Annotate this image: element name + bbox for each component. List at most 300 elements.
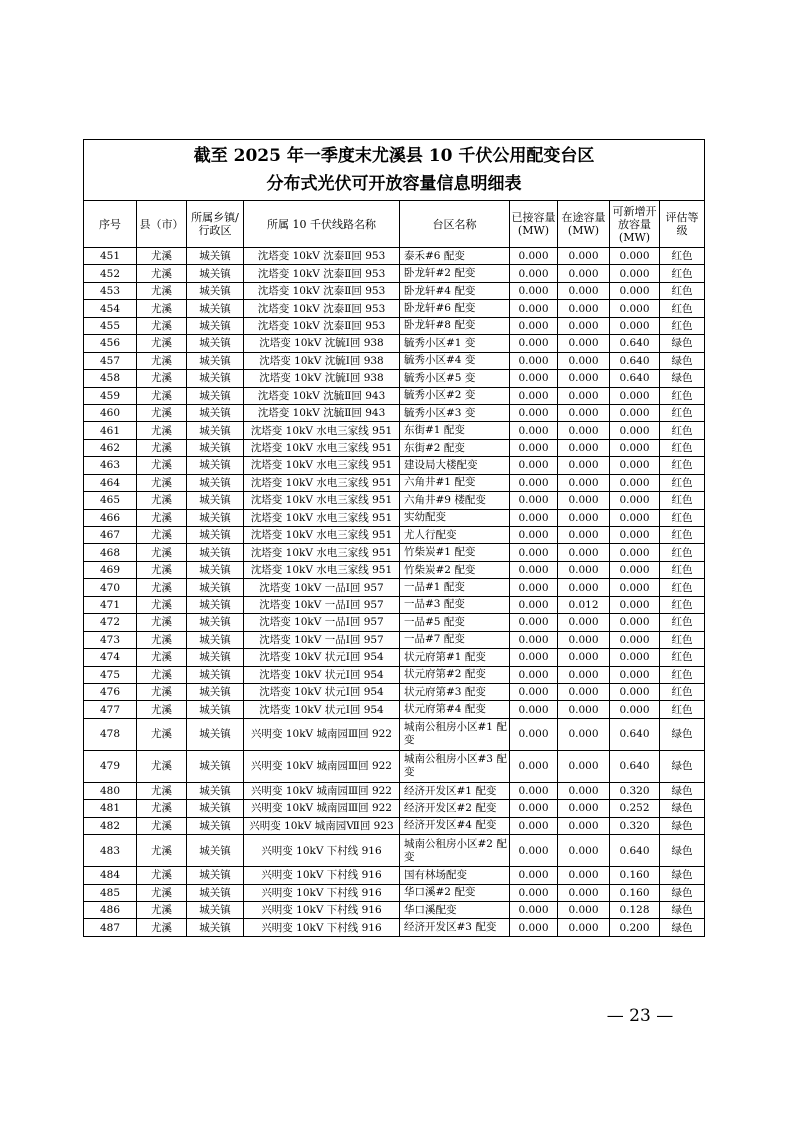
table-row [84, 404, 705, 421]
cell-seq: 463 [84, 457, 137, 474]
cell-town: 城关镇 [187, 782, 244, 799]
cell-seq: 473 [84, 631, 137, 648]
table-row [84, 718, 705, 750]
cell-seq: 466 [84, 509, 137, 526]
cell-seq: 462 [84, 439, 137, 456]
cell-line: 沈塔变 10kV 水电三家线 951 [244, 544, 400, 561]
table-row [84, 457, 705, 474]
table-row [84, 800, 705, 817]
cell-pending: 0.000 [558, 282, 610, 299]
cell-grade: 绿色 [660, 750, 705, 782]
cell-pending: 0.000 [558, 683, 610, 700]
cell-area: 卧龙轩#4 配变 [400, 282, 510, 299]
cell-area: 六角井#9 楼配变 [400, 492, 510, 509]
cell-grade: 红色 [660, 509, 705, 526]
cell-line: 沈塔变 10kV 水电三家线 951 [244, 509, 400, 526]
cell-seq: 475 [84, 666, 137, 683]
cell-area: 城南公租房小区#2 配变 [400, 835, 510, 867]
cell-available: 0.640 [610, 835, 660, 867]
table-row [84, 817, 705, 834]
table-row [84, 474, 705, 491]
cell-pending: 0.000 [558, 579, 610, 596]
cell-town: 城关镇 [187, 902, 244, 919]
cell-seq: 480 [84, 782, 137, 799]
cell-town: 城关镇 [187, 614, 244, 631]
cell-available: 0.000 [610, 492, 660, 509]
cell-line: 沈塔变 10kV 水电三家线 951 [244, 474, 400, 491]
cell-pending: 0.000 [558, 800, 610, 817]
cell-grade: 绿色 [660, 370, 705, 387]
header-pending: 在途容量(MW) [558, 201, 610, 248]
cell-line: 沈塔变 10kV 沈毓Ⅰ回 938 [244, 352, 400, 369]
cell-county: 尤溪 [137, 527, 187, 544]
cell-town: 城关镇 [187, 352, 244, 369]
cell-town: 城关镇 [187, 718, 244, 750]
cell-grade: 红色 [660, 649, 705, 666]
cell-line: 沈塔变 10kV 一品Ⅰ回 957 [244, 631, 400, 648]
cell-seq: 461 [84, 422, 137, 439]
cell-county: 尤溪 [137, 701, 187, 718]
cell-county: 尤溪 [137, 335, 187, 352]
cell-available: 0.000 [610, 614, 660, 631]
cell-connected: 0.000 [510, 561, 558, 578]
cell-connected: 0.000 [510, 544, 558, 561]
cell-county: 尤溪 [137, 649, 187, 666]
cell-connected: 0.000 [510, 317, 558, 334]
cell-line: 兴明变 10kV 城南园Ⅲ回 922 [244, 782, 400, 799]
cell-connected: 0.000 [510, 683, 558, 700]
cell-connected: 0.000 [510, 300, 558, 317]
cell-grade: 红色 [660, 701, 705, 718]
cell-line: 沈塔变 10kV 沈泰Ⅱ回 953 [244, 265, 400, 282]
table-row [84, 782, 705, 799]
table-row [84, 614, 705, 631]
cell-town: 城关镇 [187, 248, 244, 265]
cell-county: 尤溪 [137, 439, 187, 456]
cell-pending: 0.000 [558, 666, 610, 683]
cell-town: 城关镇 [187, 474, 244, 491]
cell-line: 沈塔变 10kV 一品Ⅰ回 957 [244, 614, 400, 631]
table-row [84, 835, 705, 867]
cell-line: 沈塔变 10kV 沈泰Ⅱ回 953 [244, 317, 400, 334]
cell-seq: 483 [84, 835, 137, 867]
cell-line: 沈塔变 10kV 沈毓Ⅰ回 938 [244, 370, 400, 387]
cell-town: 城关镇 [187, 422, 244, 439]
cell-town: 城关镇 [187, 884, 244, 901]
cell-available: 0.000 [610, 317, 660, 334]
cell-available: 0.640 [610, 370, 660, 387]
cell-area: 状元府第#3 配变 [400, 683, 510, 700]
table-row [84, 248, 705, 265]
cell-seq: 481 [84, 800, 137, 817]
cell-grade: 红色 [660, 492, 705, 509]
cell-area: 建设局大楼配变 [400, 457, 510, 474]
table-row [84, 596, 705, 613]
cell-pending: 0.000 [558, 439, 610, 456]
cell-available: 0.000 [610, 248, 660, 265]
cell-area: 毓秀小区#5 变 [400, 370, 510, 387]
cell-town: 城关镇 [187, 492, 244, 509]
cell-area: 经济开发区#4 配变 [400, 817, 510, 834]
cell-seq: 478 [84, 718, 137, 750]
cell-county: 尤溪 [137, 457, 187, 474]
cell-line: 沈塔变 10kV 状元Ⅰ回 954 [244, 649, 400, 666]
cell-line: 沈塔变 10kV 沈毓Ⅰ回 938 [244, 335, 400, 352]
cell-grade: 红色 [660, 265, 705, 282]
cell-seq: 487 [84, 919, 137, 936]
cell-county: 尤溪 [137, 561, 187, 578]
cell-pending: 0.000 [558, 919, 610, 936]
cell-connected: 0.000 [510, 701, 558, 718]
table-row [84, 631, 705, 648]
cell-available: 0.000 [610, 474, 660, 491]
cell-line: 兴明变 10kV 城南园Ⅲ回 922 [244, 750, 400, 782]
cell-county: 尤溪 [137, 835, 187, 867]
cell-grade: 红色 [660, 457, 705, 474]
table-row [84, 265, 705, 282]
table-row [84, 387, 705, 404]
cell-county: 尤溪 [137, 666, 187, 683]
cell-connected: 0.000 [510, 884, 558, 901]
cell-pending: 0.000 [558, 265, 610, 282]
cell-pending: 0.000 [558, 300, 610, 317]
cell-pending: 0.000 [558, 387, 610, 404]
cell-pending: 0.000 [558, 649, 610, 666]
cell-available: 0.000 [610, 282, 660, 299]
cell-seq: 464 [84, 474, 137, 491]
cell-grade: 绿色 [660, 335, 705, 352]
cell-county: 尤溪 [137, 683, 187, 700]
cell-line: 沈塔变 10kV 一品Ⅰ回 957 [244, 579, 400, 596]
cell-connected: 0.000 [510, 387, 558, 404]
table-title [84, 140, 705, 201]
cell-grade: 红色 [660, 666, 705, 683]
header-row [84, 201, 705, 248]
table-row [84, 867, 705, 884]
cell-area: 泰禾#6 配变 [400, 248, 510, 265]
table-row [84, 527, 705, 544]
cell-pending: 0.000 [558, 835, 610, 867]
title-line-1: 截至 2025 年一季度末尤溪县 10 千伏公用配变台区 [193, 146, 595, 166]
cell-available: 0.000 [610, 300, 660, 317]
cell-available: 0.640 [610, 335, 660, 352]
cell-grade: 绿色 [660, 817, 705, 834]
cell-available: 0.320 [610, 782, 660, 799]
cell-county: 尤溪 [137, 387, 187, 404]
cell-town: 城关镇 [187, 544, 244, 561]
cell-connected: 0.000 [510, 439, 558, 456]
cell-seq: 455 [84, 317, 137, 334]
cell-line: 兴明变 10kV 下村线 916 [244, 884, 400, 901]
cell-seq: 474 [84, 649, 137, 666]
cell-town: 城关镇 [187, 683, 244, 700]
cell-line: 沈塔变 10kV 水电三家线 951 [244, 561, 400, 578]
capacity-table [83, 139, 705, 937]
cell-pending: 0.000 [558, 457, 610, 474]
cell-grade: 绿色 [660, 835, 705, 867]
cell-line: 兴明变 10kV 城南园Ⅲ回 922 [244, 718, 400, 750]
cell-town: 城关镇 [187, 919, 244, 936]
table-row [84, 509, 705, 526]
cell-connected: 0.000 [510, 666, 558, 683]
cell-available: 0.000 [610, 683, 660, 700]
cell-area: 东街#1 配变 [400, 422, 510, 439]
cell-grade: 绿色 [660, 782, 705, 799]
table-row [84, 352, 705, 369]
cell-town: 城关镇 [187, 750, 244, 782]
cell-available: 0.640 [610, 352, 660, 369]
cell-seq: 460 [84, 404, 137, 421]
table-body [84, 248, 705, 937]
cell-grade: 红色 [660, 561, 705, 578]
cell-town: 城关镇 [187, 835, 244, 867]
cell-area: 竹柴炭#1 配变 [400, 544, 510, 561]
cell-county: 尤溪 [137, 422, 187, 439]
table-row [84, 750, 705, 782]
cell-area: 竹柴炭#2 配变 [400, 561, 510, 578]
cell-available: 0.000 [610, 666, 660, 683]
cell-county: 尤溪 [137, 902, 187, 919]
cell-seq: 484 [84, 867, 137, 884]
cell-available: 0.640 [610, 718, 660, 750]
cell-connected: 0.000 [510, 718, 558, 750]
cell-grade: 绿色 [660, 867, 705, 884]
table-row [84, 561, 705, 578]
cell-line: 沈塔变 10kV 水电三家线 951 [244, 527, 400, 544]
cell-pending: 0.000 [558, 631, 610, 648]
cell-connected: 0.000 [510, 817, 558, 834]
title-line-2: 分布式光伏可开放容量信息明细表 [266, 174, 522, 194]
cell-pending: 0.000 [558, 317, 610, 334]
table-row [84, 282, 705, 299]
cell-line: 沈塔变 10kV 水电三家线 951 [244, 439, 400, 456]
cell-line: 沈塔变 10kV 沈毓Ⅱ回 943 [244, 387, 400, 404]
cell-county: 尤溪 [137, 404, 187, 421]
cell-connected: 0.000 [510, 527, 558, 544]
cell-line: 兴明变 10kV 城南园Ⅲ回 922 [244, 800, 400, 817]
table-row [84, 919, 705, 936]
cell-county: 尤溪 [137, 248, 187, 265]
cell-grade: 红色 [660, 683, 705, 700]
cell-area: 卧龙轩#2 配变 [400, 265, 510, 282]
cell-county: 尤溪 [137, 867, 187, 884]
cell-seq: 469 [84, 561, 137, 578]
cell-seq: 459 [84, 387, 137, 404]
cell-connected: 0.000 [510, 404, 558, 421]
cell-area: 城南公租房小区#3 配变 [400, 750, 510, 782]
cell-grade: 红色 [660, 527, 705, 544]
cell-pending: 0.000 [558, 817, 610, 834]
cell-line: 兴明变 10kV 下村线 916 [244, 835, 400, 867]
cell-pending: 0.000 [558, 718, 610, 750]
cell-grade: 红色 [660, 474, 705, 491]
cell-seq: 456 [84, 335, 137, 352]
table-row [84, 492, 705, 509]
cell-available: 0.000 [610, 649, 660, 666]
cell-line: 兴明变 10kV 下村线 916 [244, 902, 400, 919]
cell-county: 尤溪 [137, 370, 187, 387]
cell-grade: 红色 [660, 404, 705, 421]
table-row [84, 544, 705, 561]
header-line: 所属 10 千伏线路名称 [244, 201, 400, 248]
cell-grade: 绿色 [660, 352, 705, 369]
cell-available: 0.160 [610, 884, 660, 901]
cell-area: 尤人行配变 [400, 527, 510, 544]
table-row [84, 370, 705, 387]
cell-available: 0.000 [610, 596, 660, 613]
cell-seq: 451 [84, 248, 137, 265]
cell-seq: 476 [84, 683, 137, 700]
cell-county: 尤溪 [137, 300, 187, 317]
cell-pending: 0.000 [558, 404, 610, 421]
cell-town: 城关镇 [187, 370, 244, 387]
cell-connected: 0.000 [510, 282, 558, 299]
cell-grade: 红色 [660, 544, 705, 561]
cell-pending: 0.000 [558, 248, 610, 265]
cell-county: 尤溪 [137, 817, 187, 834]
cell-seq: 472 [84, 614, 137, 631]
cell-seq: 452 [84, 265, 137, 282]
cell-available: 0.640 [610, 750, 660, 782]
cell-town: 城关镇 [187, 666, 244, 683]
cell-town: 城关镇 [187, 387, 244, 404]
cell-county: 尤溪 [137, 352, 187, 369]
cell-available: 0.320 [610, 817, 660, 834]
cell-seq: 454 [84, 300, 137, 317]
cell-available: 0.000 [610, 265, 660, 282]
header-available: 可新增开放容量(MW) [610, 201, 660, 248]
cell-grade: 绿色 [660, 919, 705, 936]
cell-county: 尤溪 [137, 631, 187, 648]
cell-pending: 0.000 [558, 509, 610, 526]
cell-pending: 0.000 [558, 422, 610, 439]
cell-county: 尤溪 [137, 718, 187, 750]
cell-area: 一品#1 配变 [400, 579, 510, 596]
cell-pending: 0.000 [558, 750, 610, 782]
cell-grade: 红色 [660, 282, 705, 299]
cell-grade: 绿色 [660, 800, 705, 817]
cell-grade: 红色 [660, 422, 705, 439]
cell-pending: 0.000 [558, 614, 610, 631]
cell-available: 0.160 [610, 867, 660, 884]
cell-area: 毓秀小区#1 变 [400, 335, 510, 352]
cell-line: 沈塔变 10kV 水电三家线 951 [244, 457, 400, 474]
cell-area: 国有林场配变 [400, 867, 510, 884]
cell-available: 0.000 [610, 631, 660, 648]
cell-available: 0.000 [610, 387, 660, 404]
cell-line: 沈塔变 10kV 状元Ⅰ回 954 [244, 683, 400, 700]
cell-area: 一品#7 配变 [400, 631, 510, 648]
cell-connected: 0.000 [510, 614, 558, 631]
cell-county: 尤溪 [137, 614, 187, 631]
cell-county: 尤溪 [137, 800, 187, 817]
cell-town: 城关镇 [187, 701, 244, 718]
cell-grade: 红色 [660, 387, 705, 404]
cell-line: 沈塔变 10kV 沈泰Ⅱ回 953 [244, 248, 400, 265]
cell-town: 城关镇 [187, 527, 244, 544]
cell-connected: 0.000 [510, 370, 558, 387]
cell-county: 尤溪 [137, 282, 187, 299]
cell-connected: 0.000 [510, 474, 558, 491]
cell-area: 经济开发区#1 配变 [400, 782, 510, 799]
cell-available: 0.000 [610, 404, 660, 421]
cell-available: 0.000 [610, 509, 660, 526]
cell-area: 状元府第#1 配变 [400, 649, 510, 666]
cell-area: 实幼配变 [400, 509, 510, 526]
cell-area: 经济开发区#3 配变 [400, 919, 510, 936]
cell-town: 城关镇 [187, 509, 244, 526]
cell-town: 城关镇 [187, 800, 244, 817]
cell-available: 0.000 [610, 422, 660, 439]
cell-area: 状元府第#2 配变 [400, 666, 510, 683]
cell-county: 尤溪 [137, 265, 187, 282]
cell-area: 华口溪#2 配变 [400, 884, 510, 901]
cell-connected: 0.000 [510, 631, 558, 648]
cell-grade: 红色 [660, 614, 705, 631]
table-row [84, 317, 705, 334]
cell-available: 0.000 [610, 527, 660, 544]
cell-pending: 0.000 [558, 544, 610, 561]
cell-pending: 0.000 [558, 335, 610, 352]
cell-seq: 458 [84, 370, 137, 387]
cell-connected: 0.000 [510, 750, 558, 782]
cell-seq: 479 [84, 750, 137, 782]
cell-area: 一品#3 配变 [400, 596, 510, 613]
header-area: 台区名称 [400, 201, 510, 248]
cell-area: 东街#2 配变 [400, 439, 510, 456]
cell-town: 城关镇 [187, 457, 244, 474]
cell-pending: 0.000 [558, 701, 610, 718]
cell-county: 尤溪 [137, 596, 187, 613]
cell-seq: 485 [84, 884, 137, 901]
cell-town: 城关镇 [187, 404, 244, 421]
cell-connected: 0.000 [510, 867, 558, 884]
header-town: 所属乡镇/行政区 [187, 201, 244, 248]
cell-town: 城关镇 [187, 596, 244, 613]
cell-line: 沈塔变 10kV 沈泰Ⅱ回 953 [244, 282, 400, 299]
cell-county: 尤溪 [137, 474, 187, 491]
table-row [84, 666, 705, 683]
cell-line: 沈塔变 10kV 状元Ⅰ回 954 [244, 701, 400, 718]
cell-connected: 0.000 [510, 422, 558, 439]
cell-line: 沈塔变 10kV 一品Ⅰ回 957 [244, 596, 400, 613]
cell-county: 尤溪 [137, 509, 187, 526]
cell-seq: 470 [84, 579, 137, 596]
cell-town: 城关镇 [187, 817, 244, 834]
cell-grade: 绿色 [660, 902, 705, 919]
cell-seq: 486 [84, 902, 137, 919]
cell-town: 城关镇 [187, 282, 244, 299]
cell-pending: 0.000 [558, 867, 610, 884]
cell-available: 0.000 [610, 701, 660, 718]
cell-connected: 0.000 [510, 352, 558, 369]
cell-pending: 0.000 [558, 474, 610, 491]
header-grade: 评估等级 [660, 201, 705, 248]
cell-seq: 468 [84, 544, 137, 561]
cell-town: 城关镇 [187, 335, 244, 352]
header-county: 县（市） [137, 201, 187, 248]
cell-line: 沈塔变 10kV 沈泰Ⅱ回 953 [244, 300, 400, 317]
table-row [84, 579, 705, 596]
cell-grade: 红色 [660, 579, 705, 596]
cell-seq: 471 [84, 596, 137, 613]
cell-seq: 465 [84, 492, 137, 509]
cell-pending: 0.000 [558, 561, 610, 578]
cell-area: 经济开发区#2 配变 [400, 800, 510, 817]
cell-town: 城关镇 [187, 631, 244, 648]
cell-line: 沈塔变 10kV 沈毓Ⅱ回 943 [244, 404, 400, 421]
cell-area: 毓秀小区#2 变 [400, 387, 510, 404]
